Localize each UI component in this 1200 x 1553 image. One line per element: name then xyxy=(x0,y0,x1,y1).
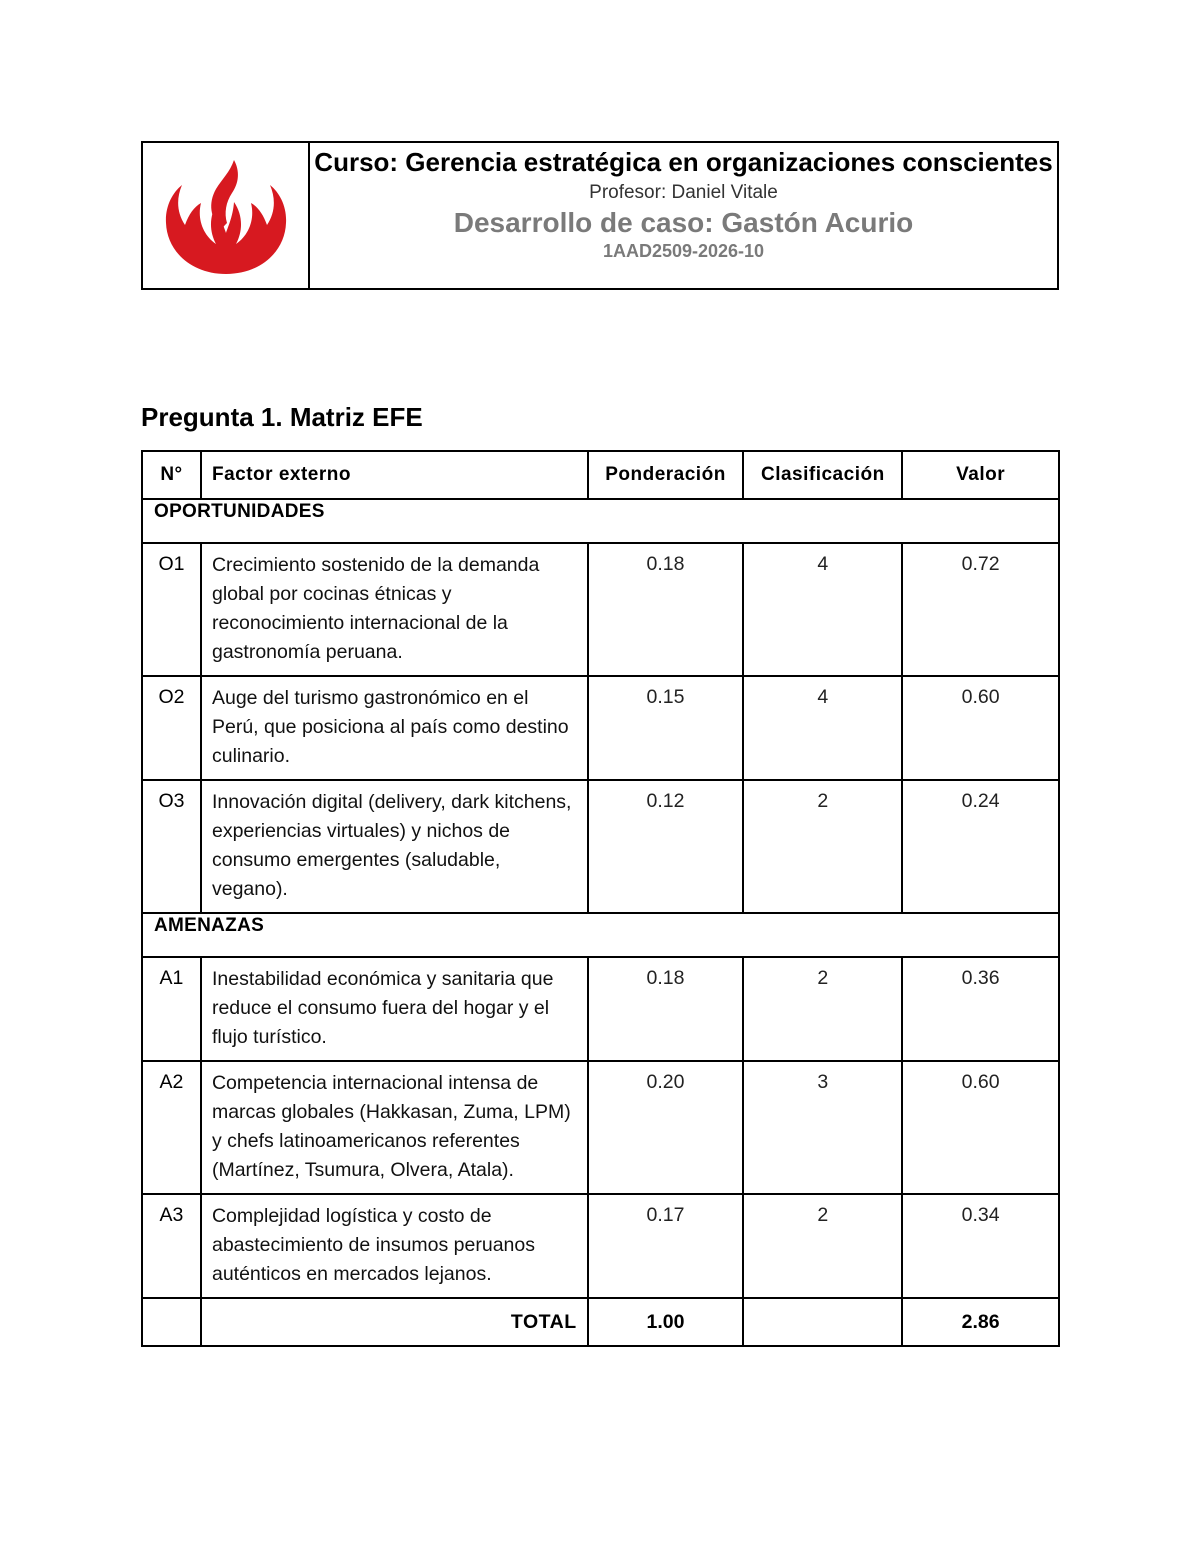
total-label: TOTAL xyxy=(201,1298,588,1346)
case-title: Desarrollo de caso: Gastón Acurio xyxy=(453,207,914,238)
header-n: N° xyxy=(142,451,201,499)
row-n: O3 xyxy=(142,780,201,913)
row-valor: 0.24 xyxy=(902,780,1059,913)
table-row xyxy=(142,957,1059,1061)
section-row-amenazas xyxy=(142,913,1059,957)
row-factor: Competencia internacional intensa de marcas globales (Hakkasan, Zuma, LPM) y chefs latinoamericanos referentes (Martínez, Tsumura, Olvera, Atala). xyxy=(201,1061,588,1194)
question-title: Pregunta 1. Matriz EFE xyxy=(141,402,423,432)
row-valor: 0.34 xyxy=(902,1194,1059,1298)
course-title: Curso: Gerencia estratégica en organizaciones conscientes xyxy=(314,147,1053,177)
row-n: A2 xyxy=(142,1061,201,1194)
total-clasificacion xyxy=(743,1298,902,1346)
row-n: O1 xyxy=(142,543,201,676)
section-label: AMENAZAS xyxy=(142,913,1059,957)
total-ponderacion: 1.00 xyxy=(588,1298,744,1346)
row-n: A3 xyxy=(142,1194,201,1298)
row-clasificacion: 3 xyxy=(743,1061,902,1194)
table-row xyxy=(142,1061,1059,1194)
row-ponderacion: 0.18 xyxy=(588,543,744,676)
upc-flame-logo-icon xyxy=(164,157,288,275)
row-ponderacion: 0.18 xyxy=(588,957,744,1061)
logo-cell xyxy=(143,143,310,288)
row-clasificacion: 4 xyxy=(743,676,902,780)
table-row xyxy=(142,780,1059,913)
table-row xyxy=(142,676,1059,780)
row-clasificacion: 2 xyxy=(743,780,902,913)
row-ponderacion: 0.15 xyxy=(588,676,744,780)
section-row-oportunidades xyxy=(142,499,1059,543)
row-ponderacion: 0.20 xyxy=(588,1061,744,1194)
efe-matrix-table xyxy=(141,450,1060,1347)
header-clasificacion: Clasificación xyxy=(743,451,902,499)
row-factor: Inestabilidad económica y sanitaria que reduce el consumo fuera del hogar y el flujo turístico. xyxy=(201,957,588,1061)
table-row xyxy=(142,543,1059,676)
row-factor: Complejidad logística y costo de abastecimiento de insumos peruanos auténticos en mercados lejanos. xyxy=(201,1194,588,1298)
row-valor: 0.36 xyxy=(902,957,1059,1061)
row-ponderacion: 0.17 xyxy=(588,1194,744,1298)
row-factor: Crecimiento sostenido de la demanda global por cocinas étnicas y reconocimiento internacional de la gastronomía peruana. xyxy=(201,543,588,676)
row-factor: Auge del turismo gastronómico en el Perú, que posiciona al país como destino culinario. xyxy=(201,676,588,780)
row-valor: 0.60 xyxy=(902,676,1059,780)
title-cell xyxy=(310,143,1057,288)
course-code: 1AAD2509-2026-10 xyxy=(602,241,765,261)
header-ponderacion: Ponderación xyxy=(588,451,744,499)
total-empty-cell xyxy=(142,1298,201,1346)
row-valor: 0.72 xyxy=(902,543,1059,676)
row-ponderacion: 0.12 xyxy=(588,780,744,913)
row-clasificacion: 2 xyxy=(743,957,902,1061)
row-valor: 0.60 xyxy=(902,1061,1059,1194)
professor-name: Profesor: Daniel Vitale xyxy=(589,182,778,203)
row-clasificacion: 2 xyxy=(743,1194,902,1298)
total-row xyxy=(142,1298,1059,1346)
document-header xyxy=(141,141,1059,290)
header-factor: Factor externo xyxy=(201,451,588,499)
section-label: OPORTUNIDADES xyxy=(142,499,1059,543)
row-clasificacion: 4 xyxy=(743,543,902,676)
table-row xyxy=(142,1194,1059,1298)
row-factor: Innovación digital (delivery, dark kitchens, experiencias virtuales) y nichos de consumo emergentes (saludable, vegano). xyxy=(201,780,588,913)
total-valor: 2.86 xyxy=(902,1298,1059,1346)
header-valor: Valor xyxy=(902,451,1059,499)
table-header-row xyxy=(142,451,1059,499)
row-n: A1 xyxy=(142,957,201,1061)
row-n: O2 xyxy=(142,676,201,780)
